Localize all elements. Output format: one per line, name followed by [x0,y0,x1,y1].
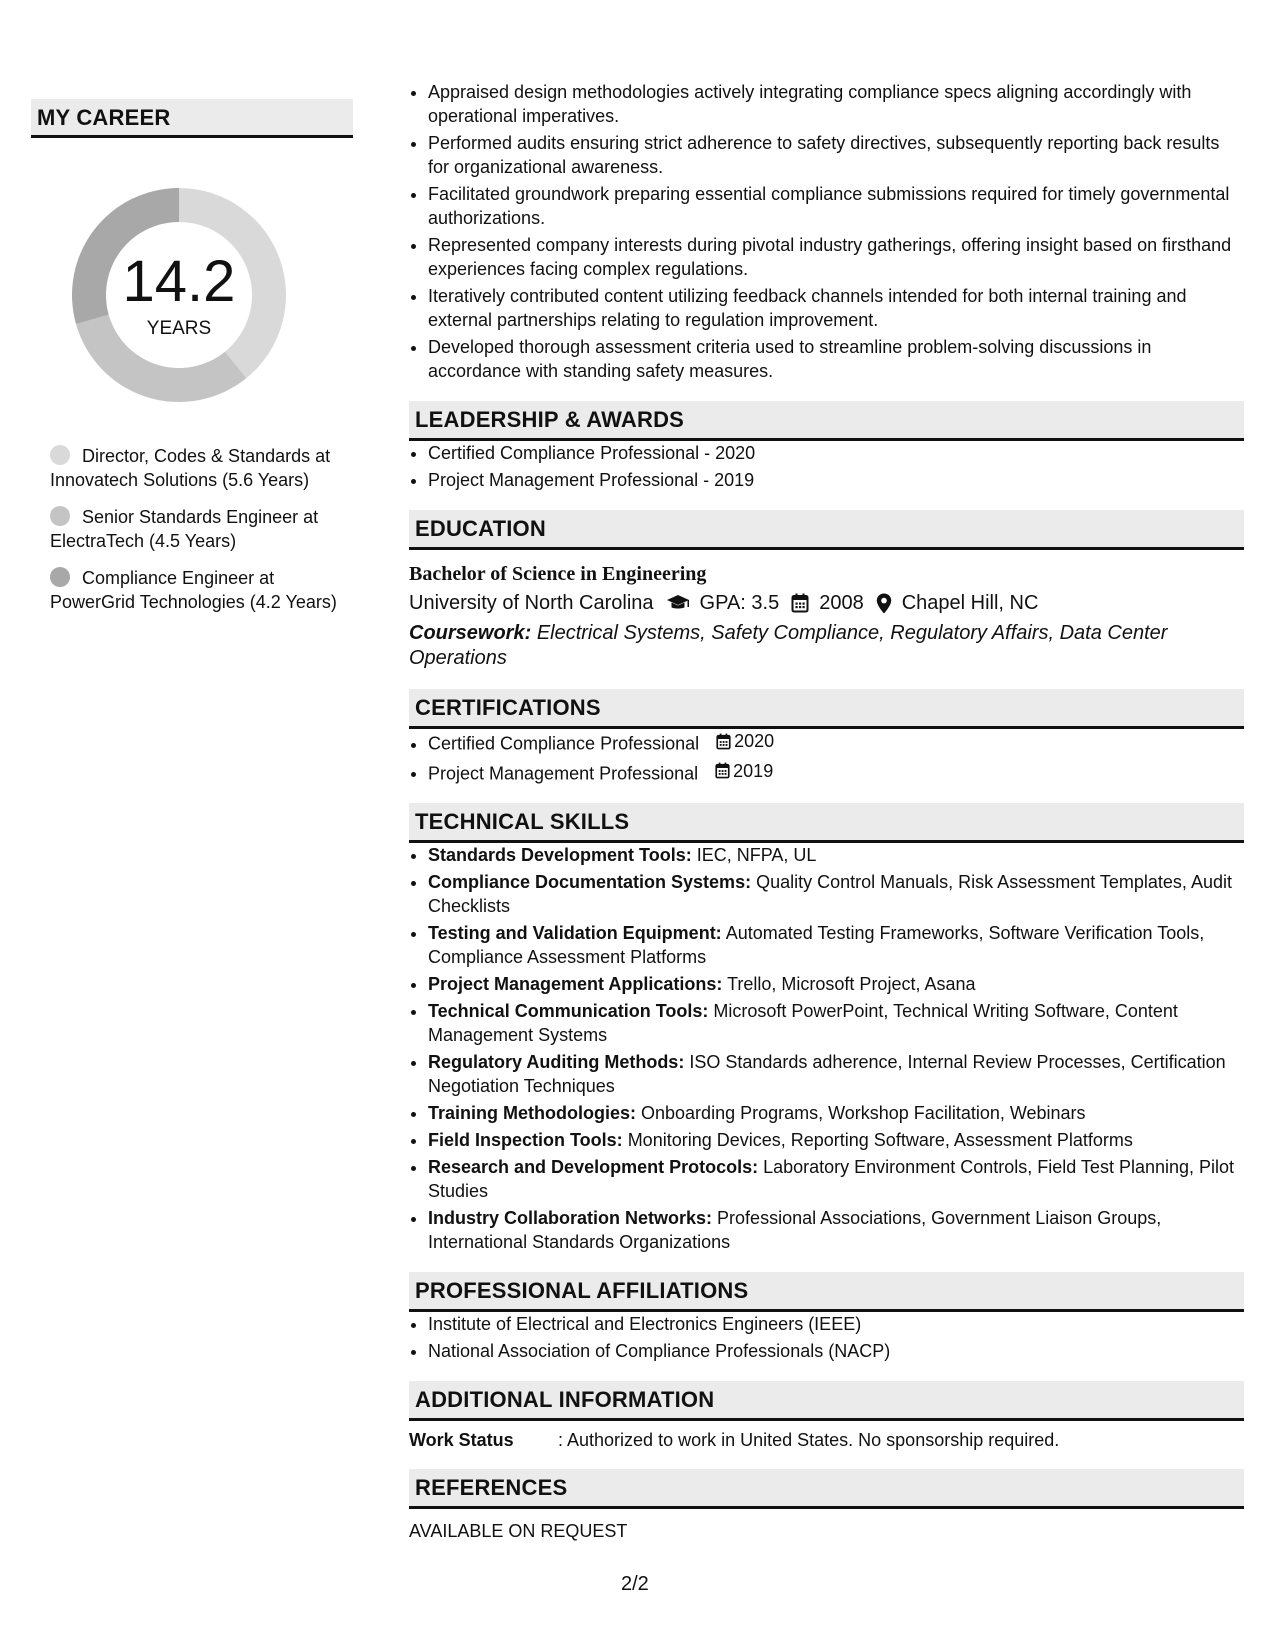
total-years-label: YEARS [146,318,212,339]
career-legend-item [50,444,353,492]
affiliation-item: • National Association of Compliance Professionals (NACP) [428,1339,1244,1363]
left-column [31,99,353,627]
career-legend [31,444,353,614]
work-status-row [409,1430,1244,1451]
experience-bullet: • Facilitated groundwork preparing essential compliance submissions required for timely governmental authorizations. [428,182,1244,230]
skill-item [428,1206,1244,1254]
career-legend-item [50,505,353,553]
skills-section [409,803,1244,1254]
skill-item [428,921,1244,969]
skills-list [409,843,1244,1254]
calendar-icon [716,733,731,750]
skill-item [428,1050,1244,1098]
experience-bullet: • Appraised design methodologies actively integrating compliance specs aligning accordingly with operational imperatives. [428,80,1244,128]
leadership-list [409,441,1244,492]
total-years-value: 14.2 [122,249,236,314]
coursework-text: Electrical Systems, Safety Compliance, Regulatory Affairs, Data Center Operations [409,622,1168,669]
leadership-title: LEADERSHIP & AWARDS [409,401,1244,441]
certifications-title: CERTIFICATIONS [409,689,1244,729]
skill-label: Technical Communication Tools: [428,1001,709,1021]
legend-dot [50,506,70,526]
experience-bullet: • Developed thorough assessment criteria used to streamline problem-solving discussions in accordance with standing safety measures. [428,335,1244,383]
certification-year: 2019 [733,760,774,781]
legend-dot [50,567,70,587]
skill-item [428,999,1244,1047]
certification-year: 2020 [734,731,775,751]
skill-label: Project Management Applications: [428,974,723,994]
skill-value: Laboratory Environment Controls, Field Test Planning, Pilot Studies [428,1157,1235,1201]
skill-label: Standards Development Tools: [428,845,692,865]
experience-bullet: • Iteratively contributed content utilizing feedback channels intended for both internal training and external partnerships relating to regulation improvement. [428,284,1244,332]
education-title: EDUCATION [409,510,1244,550]
certification-item [428,759,1244,786]
education-coursework [409,621,1244,671]
skill-value: Onboarding Programs, Workshop Facilitation, Webinars [641,1103,1086,1123]
references-text: AVAILABLE ON REQUEST [409,1521,628,1541]
skill-value: Microsoft PowerPoint, Technical Writing Software, Content Management Systems [428,1001,1178,1045]
skill-label: Research and Development Protocols: [428,1157,759,1177]
skill-label: Compliance Documentation Systems: [428,872,752,892]
location-pin-icon [876,593,892,614]
additional-title: ADDITIONAL INFORMATION [409,1381,1244,1421]
certification-name: Certified Compliance Professional [428,733,700,754]
experience-bullet: • Performed audits ensuring strict adherence to safety directives, subsequently reporting back results for organizational awareness. [428,131,1244,179]
affiliations-title: PROFESSIONAL AFFILIATIONS [409,1272,1244,1312]
education-location: Chapel Hill, NC [901,592,1039,614]
affiliations-list [409,1312,1244,1363]
career-legend-label: Senior Standards Engineer at ElectraTech (4.5 Years) [50,507,319,551]
skill-item [428,972,1244,996]
career-legend-label: Director, Codes & Standards at Innovatech Solutions (5.6 Years) [50,446,331,490]
affiliation-item: • Institute of Electrical and Electronics Engineers (IEEE) [428,1312,1244,1336]
career-legend-item [50,566,353,614]
skill-value: Professional Associations, Government Liaison Groups, International Standards Organizations [428,1208,1162,1252]
certification-date [715,759,773,783]
additional-section [409,1381,1244,1451]
skill-value: IEC, NFPA, UL [696,845,817,865]
experience-bullet: • Represented company interests during pivotal industry gatherings, offering insight based on firsthand experiences facing complex regulations. [428,233,1244,281]
skill-value: Automated Testing Frameworks, Software Verification Tools, Compliance Assessment Platforms [428,923,1205,967]
leadership-item: • Project Management Professional - 2019 [428,468,1244,492]
certifications-section [409,689,1244,785]
affiliations-section [409,1272,1244,1363]
skill-label: Field Inspection Tools: [428,1130,623,1150]
education-school: University of North Carolina [409,592,654,614]
page-number: 2/2 [621,1573,649,1595]
skill-value: Trello, Microsoft Project, Asana [727,974,976,994]
skill-item [428,1101,1244,1125]
education-degree: Bachelor of Science in Engineering [409,563,707,585]
skill-item [428,1155,1244,1203]
work-status-value: : Authorized to work in United States. No sponsorship required. [558,1430,1060,1450]
leadership-section [409,401,1244,492]
skill-label: Industry Collaboration Networks: [428,1208,713,1228]
certification-item [428,729,1244,756]
work-status-label: Work Status [409,1430,514,1450]
experience-bullets [409,80,1244,383]
career-section-title: MY CAREER [31,99,353,138]
skill-value: Monitoring Devices, Reporting Software, Assessment Platforms [627,1130,1133,1150]
career-donut-chart [64,180,294,410]
certification-date [716,729,774,753]
coursework-label: Coursework: [409,622,532,644]
certifications-list [409,729,1244,785]
right-column [409,80,1244,1542]
education-gpa: GPA: 3.5 [699,592,780,614]
calendar-icon [715,762,730,779]
career-legend-label: Compliance Engineer at PowerGrid Technologies (4.2 Years) [50,568,337,612]
references-title: REFERENCES [409,1469,1244,1509]
skill-label: Regulatory Auditing Methods: [428,1052,685,1072]
skill-item [428,843,1244,867]
leadership-item: • Certified Compliance Professional - 2020 [428,441,1244,465]
graduation-cap-icon [666,594,690,612]
skill-value: Quality Control Manuals, Risk Assessment Templates, Audit Checklists [428,872,1232,916]
education-section [409,510,1244,671]
skill-label: Training Methodologies: [428,1103,636,1123]
certification-name: Project Management Professional [428,763,699,783]
calendar-icon [791,593,809,613]
skill-item [428,1128,1244,1152]
skill-label: Testing and Validation Equipment: [428,923,722,943]
legend-dot [50,445,70,465]
skills-title: TECHNICAL SKILLS [409,803,1244,843]
references-section [409,1469,1244,1542]
education-details [409,588,1244,618]
education-year: 2008 [819,592,864,614]
skill-item [428,870,1244,918]
skill-value: ISO Standards adherence, Internal Review Processes, Certification Negotiation Techniques [428,1052,1226,1096]
